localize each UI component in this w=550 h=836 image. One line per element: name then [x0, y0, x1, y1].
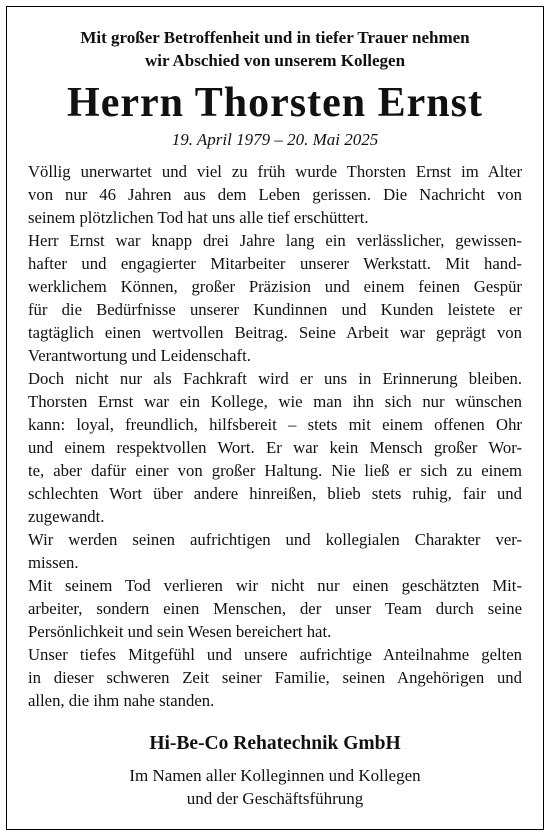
deceased-name: Herrn Thorsten Ernst: [67, 80, 483, 126]
life-dates: 19. April 1979 – 20. Mai 2025: [171, 130, 379, 149]
body-line: Mit seinem Tod verlieren wir nicht nur einen geschätzten Mit-: [28, 576, 522, 595]
body-line: in dieser schweren Zeit seiner Familie, seinen Angehörigen und: [28, 668, 522, 687]
body-line: Unser tiefes Mitgefühl und unsere aufrichtige Anteilnahme gelten: [28, 645, 522, 664]
body-line: von nur 46 Jahren aus dem Leben gerissen. Die Nachricht von: [28, 185, 522, 204]
body-line: für die Bedürfnisse unserer Kundinnen und Kunden leistete er: [28, 300, 522, 319]
company-name: Hi-Be-Co Rehatechnik GmbH: [149, 733, 401, 754]
obituary-body: [28, 160, 522, 712]
body-line: Herr Ernst war knapp drei Jahre lang ein verlässlicher, gewissen-: [28, 231, 522, 250]
body-line: Verantwortung und Leidenschaft.: [28, 346, 251, 365]
body-line: Doch nicht nur als Fachkraft wird er uns in Erinnerung bleiben.: [28, 369, 522, 388]
intro-line-2: wir Abschied von unserem Kollegen: [144, 51, 406, 70]
body-line: arbeiter, sondern einen Menschen, der unser Team durch seine: [28, 599, 522, 618]
body-line: schlechten Wort über andere hinreißen, blieb stets ruhig, fair und: [28, 484, 522, 503]
signature-line-1: Im Namen aller Kolleginnen und Kollegen: [129, 766, 421, 785]
body-line: allen, die ihm nahe standen.: [28, 691, 215, 710]
body-line: Völlig unerwartet und viel zu früh wurde Thorsten Ernst im Alter: [28, 162, 522, 181]
signature-block: [10, 764, 540, 810]
body-line: te, aber dafür einer von großer Haltung. Nie ließ er sich zu einem: [28, 461, 522, 480]
body-line: Persönlichkeit und sein Wesen bereichert hat.: [28, 622, 332, 641]
body-line: Thorsten Ernst war ein Kollege, wie man ihn sich nur wünschen: [28, 392, 522, 411]
body-line: missen.: [28, 553, 79, 572]
intro-text: [20, 26, 530, 72]
intro-line-1: Mit großer Betroffenheit und in tiefer Trauer nehmen: [80, 28, 470, 47]
body-line: Wir werden seinen aufrichtigen und kollegialen Charakter ver-: [28, 530, 522, 549]
body-line: werklichem Können, großer Präzision und einem feinen Gespür: [28, 277, 522, 296]
body-line: und einem respektvollen Wort. Er war kein Mensch großer Wor-: [28, 438, 522, 457]
signature-line-2: und der Geschäftsführung: [186, 789, 364, 808]
body-line: seinem plötzlichen Tod hat uns alle tief erschüttert.: [28, 208, 369, 227]
body-line: zugewandt.: [28, 507, 105, 526]
body-line: hafter und engagierter Mitarbeiter unserer Werkstatt. Mit hand-: [28, 254, 522, 273]
body-line: tagtäglich einen wertvollen Beitrag. Seine Arbeit war geprägt von: [28, 323, 522, 342]
body-line: kann: loyal, freundlich, hilfsbereit – stets mit einem offenen Ohr: [28, 415, 522, 434]
